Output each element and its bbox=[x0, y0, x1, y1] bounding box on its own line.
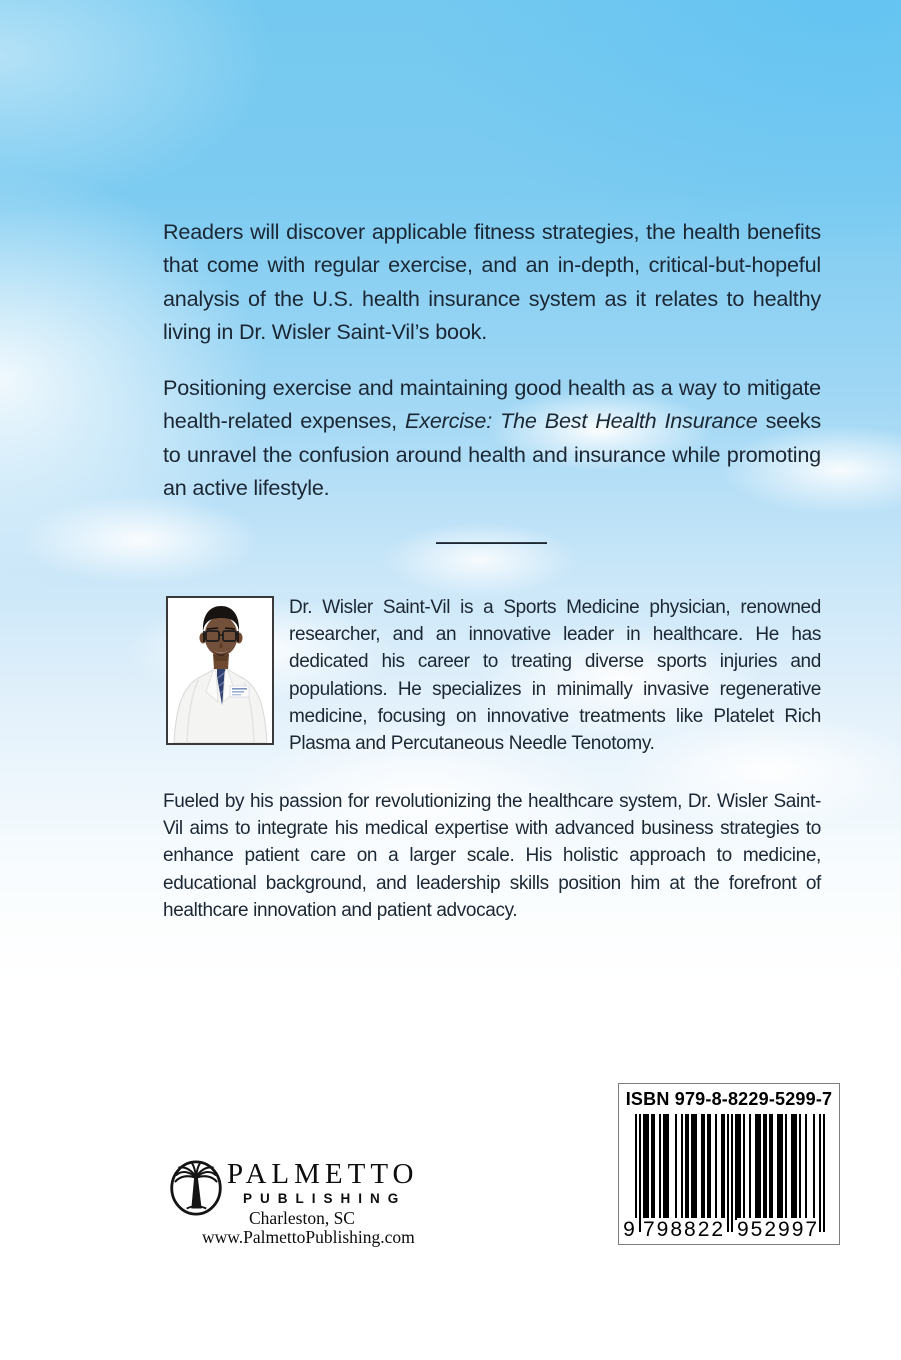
author-bio-block bbox=[163, 594, 821, 757]
publisher-name: PALMETTO bbox=[227, 1158, 419, 1190]
isbn-label: ISBN 979-8-8229-5299-7 bbox=[625, 1089, 833, 1109]
publisher-website: www.PalmettoPublishing.com bbox=[202, 1227, 415, 1247]
publisher-location: Charleston, SC bbox=[249, 1208, 355, 1228]
synopsis-paragraph-1: Readers will discover applicable fitness strategies, the health benefits that come with regular exercise, and an in-depth, critical-but-hopeful analysis of the U.S. health insurance system as it relates to healthy living in Dr. Wisler Saint-Vil’s book. bbox=[163, 218, 821, 345]
photo-spacer bbox=[163, 594, 289, 750]
barcode-digit-group-1: 798822 bbox=[643, 1218, 726, 1241]
synopsis-p2-before-title: Positioning exercise and maintaining good health as a way to mitigate health-related expenses, bbox=[163, 374, 821, 434]
isbn-barcode-box bbox=[618, 1083, 840, 1245]
synopsis-p2-after-title: seeks to unravel the confusion around health and insurance while promoting an active lifestyle. bbox=[163, 408, 821, 501]
author-bio-paragraph: Dr. Wisler Saint-Vil is a Sports Medicine physician, renowned researcher, and an innovative leader in healthcare. He has dedicated his career to treating diverse sports injuries and populations. He specializes in minimally invasive regenerative medicine, focusing on innovative treatments like Platelet Rich Plasma and Percutaneous Needle Tenotomy. bbox=[289, 597, 821, 755]
book-title-italic: Exercise: The Best Health Insurance bbox=[405, 408, 758, 434]
publisher-subtitle: PUBLISHING bbox=[243, 1191, 407, 1206]
barcode-digit-group-2: 952997 bbox=[737, 1218, 820, 1241]
author-bio-paragraph-2: Fueled by his passion for revolutionizing the healthcare system, Dr. Wisler Saint-Vil aims to integrate his medical expertise with advanced business strategies to enhance patient care on a larger scale. His holistic approach to medicine, educational background, and leadership skills position him at the forefront of healthcare innovation and patient advocacy. bbox=[163, 791, 821, 921]
barcode-bars bbox=[635, 1114, 825, 1232]
barcode-digit-prefix: 9 bbox=[621, 1218, 637, 1242]
synopsis-paragraph-2 bbox=[163, 371, 821, 505]
section-divider: —————— bbox=[436, 531, 547, 552]
